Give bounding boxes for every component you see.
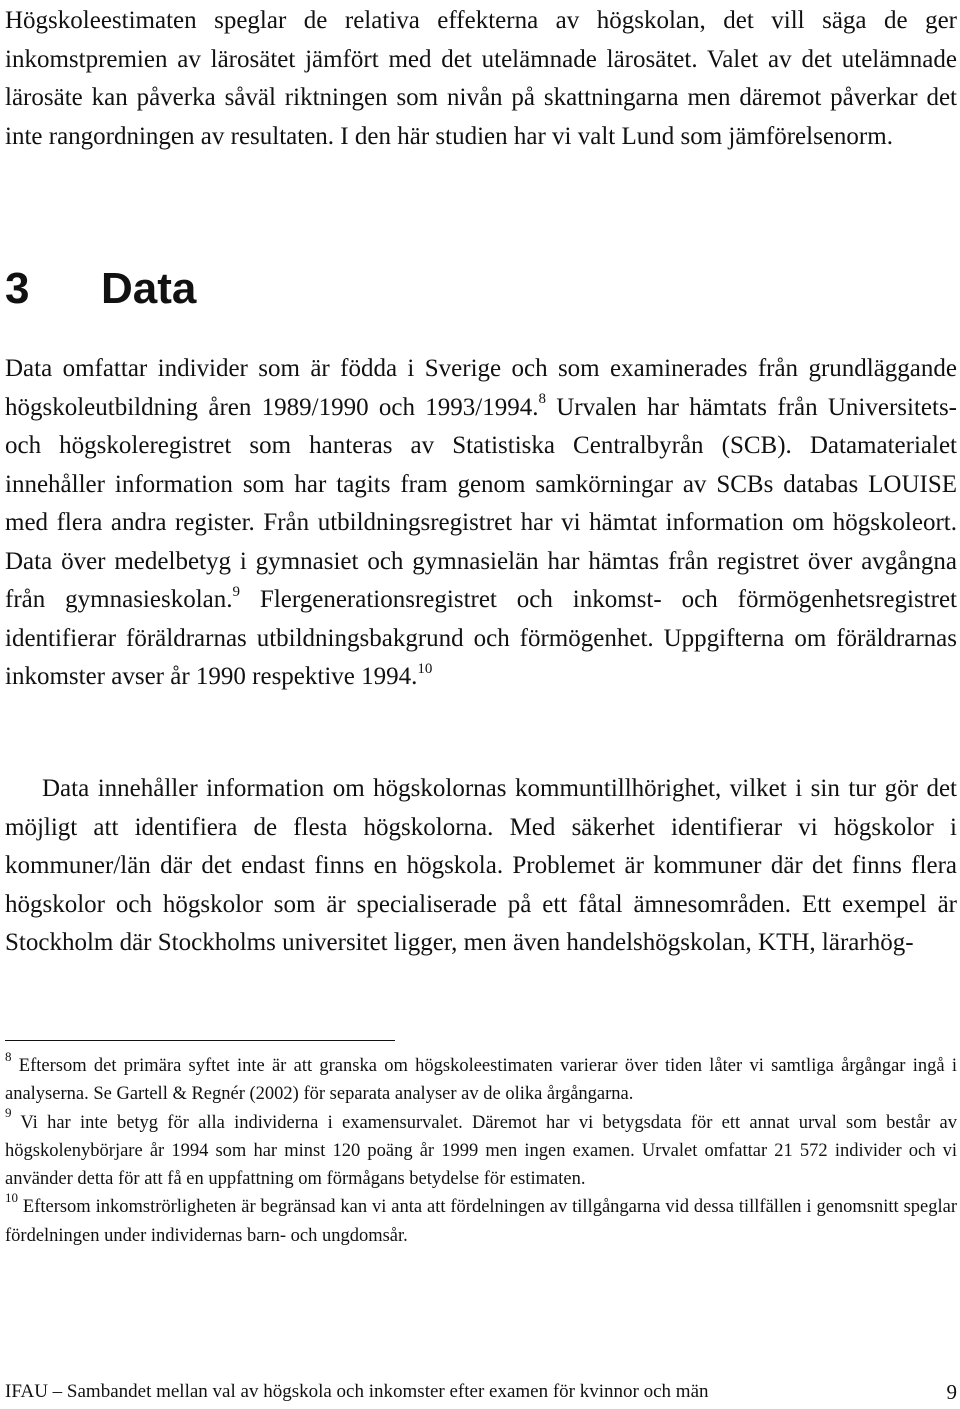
footnote-number: 10 bbox=[5, 1190, 18, 1206]
footer-text: IFAU – Sambandet mellan val av högskola och inkomster efter examen för kvinnor och män bbox=[5, 1381, 709, 1402]
footnotes bbox=[5, 1048, 957, 1250]
page-number: 9 bbox=[946, 1380, 957, 1404]
data-paragraph-1-part3: Flergenerationsregistret och inkomst- och förmögenhetsregistret identifierar föräldrarnas utbildningsbakgrund och förmögenhet. Uppgifterna om föräldrarnas inkomster avser år 1990 respektive 1994. bbox=[5, 586, 957, 690]
footnote-9 bbox=[5, 1105, 957, 1194]
intro-paragraph: Högskoleestimaten speglar de relativa effekterna av högskolan, det vill säga de ger inkomstpremien av lärosätet jämfört med det utelämnade lärosätet. Valet av det utelämnade lärosäte kan påverka såväl riktningen som nivån på skattningarna men däremot påverkar det inte rangordningen av resultaten. I den här studien har vi valt Lund som jämförelsenorm. bbox=[5, 7, 957, 150]
footnote-text: Eftersom inkomströrligheten är begränsad kan vi anta att fördelningen av tillgångarna vid dessa tillfällen i genomsnitt speglar fördelningen under individernas barn- och ungdomsår. bbox=[5, 1197, 957, 1246]
footnote-separator bbox=[5, 1040, 395, 1041]
section-title: Data bbox=[101, 264, 197, 313]
footnote-8 bbox=[5, 1048, 957, 1109]
section-heading bbox=[5, 262, 196, 316]
footnote-number: 8 bbox=[5, 1048, 12, 1064]
data-paragraph-1-part2: Urvalen har hämtats från Universitets- och högskoleregistret som hanteras av Statistiska Centralbyrån (SCB). Datamaterialet innehåller information som har tagits fram genom samkörningar av SCBs databas LOUISE med flera andra register. Från utbildningsregistret har vi hämtat information om högskoleort. Data över medelbetyg i gymnasiet och gymnasielän har hämtas från registret över avgångna från gymnasieskolan. bbox=[5, 393, 957, 613]
footnote-ref-8: 8 bbox=[538, 391, 546, 408]
footnote-10 bbox=[5, 1190, 957, 1250]
footnote-number: 9 bbox=[5, 1105, 12, 1121]
data-paragraph-1 bbox=[5, 350, 957, 697]
footnote-text: Vi har inte betyg för alla individerna i examensurvalet. Däremot har vi betygsdata för ett annat urval som består av högskolenybörjare år 1994 som har minst 120 poäng år 1999 men ingen examen. Urvalet omfattar 21 572 individer och vi använder detta för att få en uppfattning om förmågans betydelse för estimaten. bbox=[5, 1112, 957, 1190]
footnote-ref-10: 10 bbox=[417, 660, 433, 677]
footnote-ref-9: 9 bbox=[232, 583, 240, 600]
data-paragraph-1-part1: Data omfattar individer som är födda i Sverige och som examinerades från grundläggande högskoleutbildning åren 1989/1990 och 1993/1994. bbox=[5, 355, 957, 421]
running-footer bbox=[5, 1378, 957, 1406]
data-paragraph-2: Data innehåller information om högskolornas kommuntillhörighet, vilket i sin tur gör det möjligt att identifiera de flesta högskolorna. Med säkerhet identifierar vi högskolor i kommuner/län där det endast finns en högskola. Problemet är kommuner där det finns flera högskolor och högskolor som är specialiserade på ett fåtal ämnesområden. Ett exempel är Stockholm där Stockholms universitet ligger, men även handelshögskolan, KTH, lärarhög- bbox=[5, 775, 957, 956]
section-number: 3 bbox=[5, 264, 30, 313]
footnote-text: Eftersom det primära syftet inte är att granska om högskoleestimaten varierar över tiden låter vi samtliga årgångar ingå i analyserna. Se Gartell & Regnér (2002) för separata analyser av de olika årgångarna. bbox=[5, 1056, 957, 1105]
